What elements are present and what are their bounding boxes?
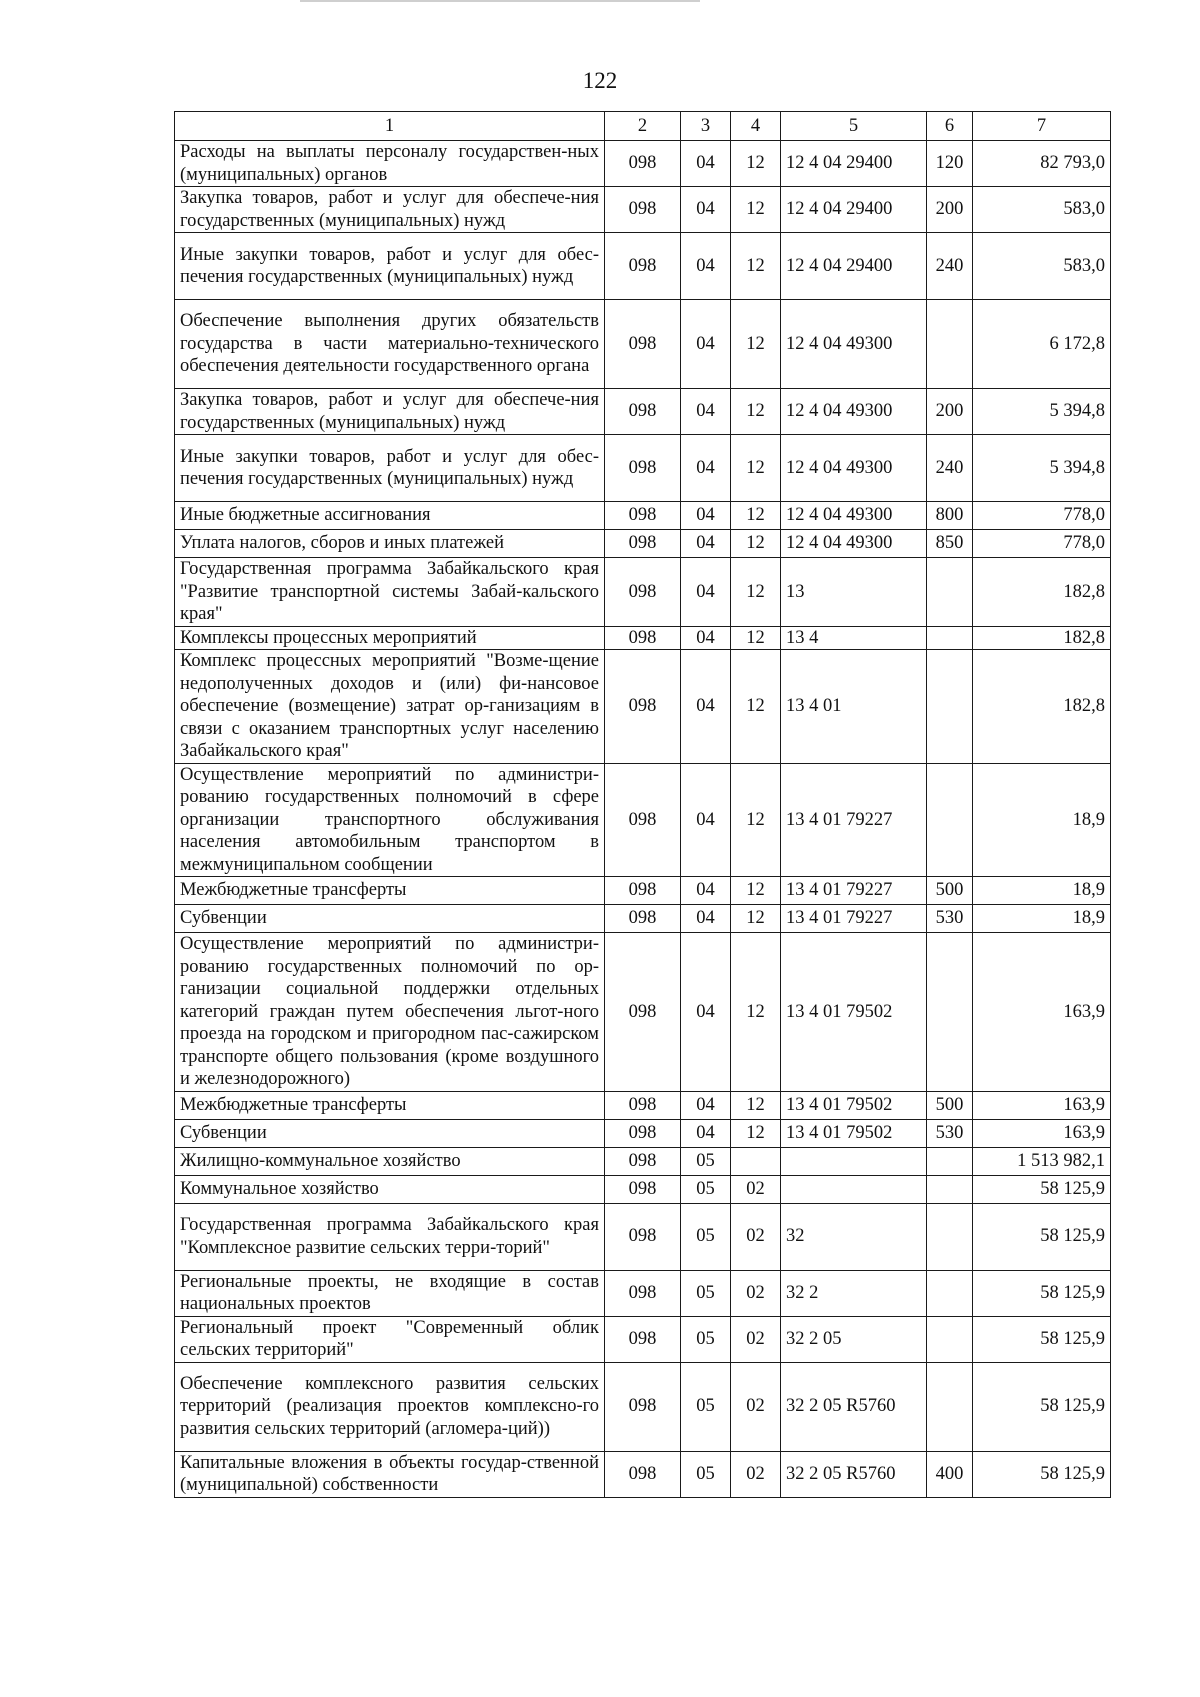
cell-ministry-code: 098 [605,1316,681,1362]
cell-amount: 58 125,9 [973,1316,1111,1362]
cell-target-article: 32 2 05 R5760 [781,1451,927,1497]
cell-section: 05 [681,1203,731,1270]
cell-name: Осуществление мероприятий по администри-рованию государственных полномочий по ор-ганизации социальной поддержки отдельных категорий граждан путем обеспечения льгот-ного проезда на городском и пригородном пас-сажирском транспорте общего пользования (кроме воздушного и железнодорожного) [175,933,605,1092]
table-row [175,187,1111,233]
cell-name: Государственная программа Забайкальского края "Развитие транспортной системы Забай-кальского края" [175,558,605,627]
cell-ministry-code: 098 [605,650,681,764]
cell-target-article: 12 4 04 49300 [781,530,927,558]
cell-expense-type [927,558,973,627]
cell-expense-type [927,300,973,389]
cell-subsection: 12 [731,650,781,764]
cell-amount: 5 394,8 [973,389,1111,435]
cell-target-article: 12 4 04 29400 [781,141,927,187]
cell-expense-type [927,933,973,1092]
cell-expense-type: 240 [927,233,973,300]
cell-name: Коммунальное хозяйство [175,1175,605,1203]
cell-amount: 18,9 [973,905,1111,933]
cell-name: Капитальные вложения в объекты государ-ственной (муниципальной) собственности [175,1451,605,1497]
cell-expense-type [927,1147,973,1175]
cell-amount: 1 513 982,1 [973,1147,1111,1175]
cell-section: 05 [681,1362,731,1451]
cell-ministry-code: 098 [605,435,681,502]
cell-target-article: 12 4 04 29400 [781,233,927,300]
header-col-4: 4 [731,112,781,141]
cell-name: Расходы на выплаты персоналу государствен-ных (муниципальных) органов [175,141,605,187]
cell-section: 05 [681,1270,731,1316]
cell-ministry-code: 098 [605,530,681,558]
cell-name: Субвенции [175,1119,605,1147]
cell-section: 04 [681,141,731,187]
cell-section: 05 [681,1316,731,1362]
cell-target-article: 13 4 01 79502 [781,933,927,1092]
cell-expense-type: 400 [927,1451,973,1497]
cell-target-article: 13 4 01 [781,650,927,764]
cell-expense-type [927,763,973,877]
cell-name: Иные бюджетные ассигнования [175,502,605,530]
cell-amount: 778,0 [973,502,1111,530]
table-row [175,141,1111,187]
table-row [175,1362,1111,1451]
table-row [175,877,1111,905]
cell-subsection: 12 [731,558,781,627]
cell-amount: 778,0 [973,530,1111,558]
cell-amount: 58 125,9 [973,1451,1111,1497]
cell-subsection: 12 [731,141,781,187]
cell-ministry-code: 098 [605,626,681,650]
cell-subsection: 12 [731,187,781,233]
cell-subsection: 12 [731,905,781,933]
table-row [175,763,1111,877]
cell-target-article: 13 4 01 79502 [781,1091,927,1119]
table-row [175,1091,1111,1119]
cell-ministry-code: 098 [605,763,681,877]
cell-name: Иные закупки товаров, работ и услуг для обес-печения государственных (муниципальных) нужд [175,435,605,502]
cell-target-article: 13 4 01 79227 [781,763,927,877]
cell-section: 05 [681,1147,731,1175]
cell-section: 04 [681,933,731,1092]
cell-expense-type [927,1175,973,1203]
cell-name: Осуществление мероприятий по администри-рованию государственных полномочий в сфере организации транспортного обслуживания населения автомобильным транспортом в межмуниципальном сообщении [175,763,605,877]
scan-edge-line [300,0,700,2]
cell-subsection: 02 [731,1316,781,1362]
cell-subsection: 12 [731,933,781,1092]
cell-name: Комплекс процессных мероприятий "Возме-щение недополученных доходов и (или) фи-нансовое обеспечение (возмещение) затрат ор-ганизациям в связи с оказанием транспортных услуг населению Забайкальского края" [175,650,605,764]
table-row [175,1203,1111,1270]
cell-target-article: 12 4 04 29400 [781,187,927,233]
cell-section: 04 [681,558,731,627]
cell-target-article: 12 4 04 49300 [781,300,927,389]
page-number: 122 [582,68,618,93]
cell-subsection: 12 [731,530,781,558]
cell-expense-type: 500 [927,1091,973,1119]
cell-section: 04 [681,877,731,905]
cell-name: Межбюджетные трансферты [175,1091,605,1119]
cell-target-article [781,1175,927,1203]
cell-expense-type: 530 [927,1119,973,1147]
cell-subsection: 02 [731,1362,781,1451]
cell-name: Государственная программа Забайкальского края "Комплексное развитие сельских терри-торий" [175,1203,605,1270]
cell-subsection: 02 [731,1451,781,1497]
cell-target-article: 13 4 [781,626,927,650]
cell-subsection: 12 [731,389,781,435]
header-col-5: 5 [781,112,927,141]
cell-target-article: 12 4 04 49300 [781,435,927,502]
cell-name: Закупка товаров, работ и услуг для обеспече-ния государственных (муниципальных) нужд [175,187,605,233]
cell-section: 04 [681,502,731,530]
cell-name: Региональные проекты, не входящие в состав национальных проектов [175,1270,605,1316]
cell-name: Субвенции [175,905,605,933]
table-row [175,1451,1111,1497]
table-row [175,435,1111,502]
cell-section: 05 [681,1175,731,1203]
cell-expense-type [927,1270,973,1316]
cell-name: Жилищно-коммунальное хозяйство [175,1147,605,1175]
cell-expense-type: 850 [927,530,973,558]
table-row [175,1147,1111,1175]
table-row [175,530,1111,558]
table-row [175,1175,1111,1203]
table-row [175,1119,1111,1147]
cell-subsection: 12 [731,300,781,389]
budget-table [174,111,1111,1498]
table-row [175,1316,1111,1362]
cell-name: Обеспечение комплексного развития сельских территорий (реализация проектов комплексно-го развития сельских территорий (агломера-ций)) [175,1362,605,1451]
cell-ministry-code: 098 [605,187,681,233]
cell-amount: 583,0 [973,187,1111,233]
cell-amount: 82 793,0 [973,141,1111,187]
cell-amount: 163,9 [973,933,1111,1092]
cell-amount: 182,8 [973,558,1111,627]
cell-amount: 58 125,9 [973,1175,1111,1203]
cell-amount: 58 125,9 [973,1270,1111,1316]
cell-name: Комплексы процессных мероприятий [175,626,605,650]
table-row [175,233,1111,300]
cell-target-article: 12 4 04 49300 [781,389,927,435]
cell-section: 04 [681,530,731,558]
cell-section: 04 [681,1091,731,1119]
cell-expense-type: 530 [927,905,973,933]
cell-target-article: 32 2 05 R5760 [781,1362,927,1451]
cell-section: 05 [681,1451,731,1497]
cell-amount: 58 125,9 [973,1362,1111,1451]
table-row [175,389,1111,435]
cell-ministry-code: 098 [605,1091,681,1119]
cell-expense-type: 800 [927,502,973,530]
cell-amount: 5 394,8 [973,435,1111,502]
cell-expense-type: 500 [927,877,973,905]
cell-section: 04 [681,187,731,233]
table-row [175,626,1111,650]
cell-name: Региональный проект "Современный облик сельских территорий" [175,1316,605,1362]
cell-amount: 583,0 [973,233,1111,300]
cell-amount: 163,9 [973,1119,1111,1147]
header-col-2: 2 [605,112,681,141]
cell-ministry-code: 098 [605,1203,681,1270]
cell-ministry-code: 098 [605,905,681,933]
cell-expense-type [927,650,973,764]
cell-target-article: 13 [781,558,927,627]
cell-amount: 182,8 [973,626,1111,650]
cell-expense-type [927,1362,973,1451]
cell-section: 04 [681,1119,731,1147]
cell-subsection: 12 [731,233,781,300]
cell-section: 04 [681,300,731,389]
cell-expense-type: 120 [927,141,973,187]
table-row [175,1270,1111,1316]
cell-ministry-code: 098 [605,1119,681,1147]
cell-ministry-code: 098 [605,877,681,905]
cell-amount: 58 125,9 [973,1203,1111,1270]
cell-name: Иные закупки товаров, работ и услуг для обес-печения государственных (муниципальных) нужд [175,233,605,300]
cell-target-article: 32 [781,1203,927,1270]
table-row [175,502,1111,530]
cell-subsection: 12 [731,626,781,650]
cell-ministry-code: 098 [605,502,681,530]
cell-expense-type: 200 [927,187,973,233]
cell-target-article: 13 4 01 79227 [781,877,927,905]
cell-section: 04 [681,389,731,435]
cell-ministry-code: 098 [605,1175,681,1203]
cell-subsection: 12 [731,502,781,530]
table-row [175,650,1111,764]
table-row [175,558,1111,627]
cell-amount: 182,8 [973,650,1111,764]
table-row [175,933,1111,1092]
cell-name: Уплата налогов, сборов и иных платежей [175,530,605,558]
header-row [175,112,1111,141]
cell-subsection: 12 [731,1119,781,1147]
cell-subsection: 02 [731,1270,781,1316]
cell-subsection: 12 [731,877,781,905]
cell-subsection: 02 [731,1203,781,1270]
cell-ministry-code: 098 [605,141,681,187]
cell-ministry-code: 098 [605,389,681,435]
cell-ministry-code: 098 [605,1147,681,1175]
cell-ministry-code: 098 [605,558,681,627]
header-col-3: 3 [681,112,731,141]
cell-expense-type: 240 [927,435,973,502]
table-body [175,141,1111,1498]
cell-ministry-code: 098 [605,933,681,1092]
table-row [175,905,1111,933]
header-col-6: 6 [927,112,973,141]
cell-subsection: 12 [731,1091,781,1119]
cell-subsection: 02 [731,1175,781,1203]
cell-ministry-code: 098 [605,1362,681,1451]
table-row [175,300,1111,389]
cell-target-article: 32 2 05 [781,1316,927,1362]
header-col-1: 1 [175,112,605,141]
cell-section: 04 [681,763,731,877]
cell-expense-type: 200 [927,389,973,435]
cell-name: Закупка товаров, работ и услуг для обеспече-ния государственных (муниципальных) нужд [175,389,605,435]
cell-section: 04 [681,650,731,764]
cell-section: 04 [681,905,731,933]
cell-target-article: 12 4 04 49300 [781,502,927,530]
cell-ministry-code: 098 [605,233,681,300]
cell-target-article: 13 4 01 79502 [781,1119,927,1147]
cell-expense-type [927,626,973,650]
cell-target-article [781,1147,927,1175]
cell-amount: 18,9 [973,877,1111,905]
cell-section: 04 [681,233,731,300]
cell-amount: 163,9 [973,1091,1111,1119]
cell-expense-type [927,1316,973,1362]
cell-subsection: 12 [731,435,781,502]
cell-ministry-code: 098 [605,1451,681,1497]
cell-ministry-code: 098 [605,300,681,389]
cell-section: 04 [681,435,731,502]
cell-section: 04 [681,626,731,650]
cell-name: Межбюджетные трансферты [175,877,605,905]
cell-expense-type [927,1203,973,1270]
cell-subsection: 12 [731,763,781,877]
cell-target-article: 13 4 01 79227 [781,905,927,933]
cell-target-article: 32 2 [781,1270,927,1316]
cell-subsection [731,1147,781,1175]
cell-ministry-code: 098 [605,1270,681,1316]
header-col-7: 7 [973,112,1111,141]
cell-amount: 18,9 [973,763,1111,877]
cell-amount: 6 172,8 [973,300,1111,389]
cell-name: Обеспечение выполнения других обязательств государства в части материально-технического обеспечения деятельности государственного органа [175,300,605,389]
